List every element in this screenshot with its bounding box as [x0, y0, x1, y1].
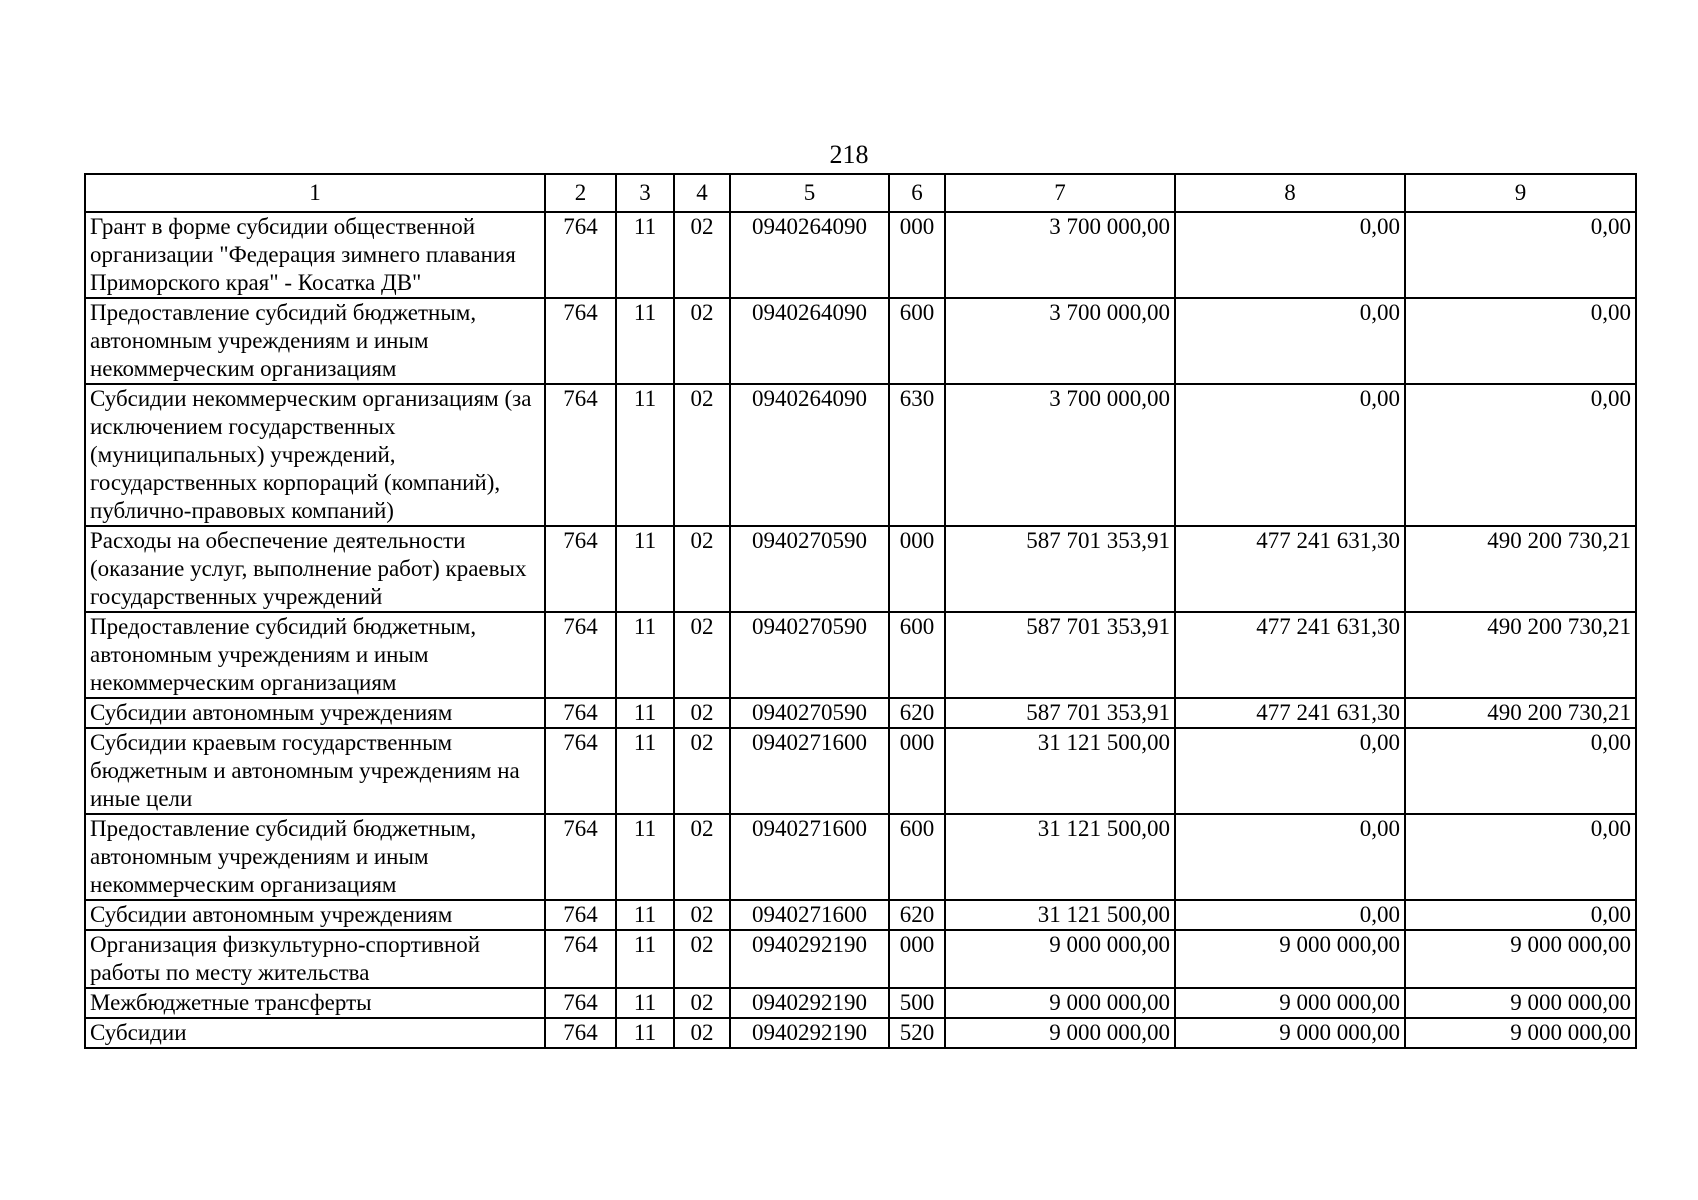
column-header: 7 [945, 174, 1175, 212]
row-target-article-cell: 0940271600 [730, 814, 889, 900]
row-amount-cell: 0,00 [1405, 298, 1636, 384]
column-header: 8 [1175, 174, 1405, 212]
row-amount-cell: 3 700 000,00 [945, 298, 1175, 384]
table-row [85, 298, 1636, 384]
row-section-cell: 11 [616, 988, 674, 1018]
row-amount-cell: 0,00 [1175, 384, 1405, 526]
table-row [85, 612, 1636, 698]
row-amount-cell: 31 121 500,00 [945, 728, 1175, 814]
row-section-cell: 11 [616, 526, 674, 612]
row-amount-cell: 477 241 631,30 [1175, 698, 1405, 728]
table-row [85, 526, 1636, 612]
row-code-cell: 764 [545, 298, 616, 384]
row-amount-cell: 0,00 [1175, 814, 1405, 900]
row-amount-cell: 3 700 000,00 [945, 384, 1175, 526]
row-subsection-cell: 02 [674, 1018, 730, 1048]
row-amount-cell: 477 241 631,30 [1175, 612, 1405, 698]
row-code-cell: 764 [545, 1018, 616, 1048]
row-code-cell: 764 [545, 728, 616, 814]
row-subsection-cell: 02 [674, 526, 730, 612]
row-subsection-cell: 02 [674, 384, 730, 526]
row-name-cell: Межбюджетные трансферты [85, 988, 545, 1018]
row-name-cell: Субсидии некоммерческим организациям (за исключением государственных (муниципальных) учреждений, государственных корпораций (компаний), публично-правовых компаний) [85, 384, 545, 526]
row-section-cell: 11 [616, 698, 674, 728]
row-expense-type-cell: 620 [889, 900, 945, 930]
row-code-cell: 764 [545, 526, 616, 612]
row-code-cell: 764 [545, 384, 616, 526]
row-code-cell: 764 [545, 612, 616, 698]
row-amount-cell: 31 121 500,00 [945, 900, 1175, 930]
row-name-cell: Предоставление субсидий бюджетным, автономным учреждениям и иным некоммерческим организациям [85, 298, 545, 384]
row-amount-cell: 9 000 000,00 [1405, 1018, 1636, 1048]
row-subsection-cell: 02 [674, 612, 730, 698]
row-target-article-cell: 0940264090 [730, 384, 889, 526]
row-amount-cell: 9 000 000,00 [1405, 930, 1636, 988]
row-amount-cell: 3 700 000,00 [945, 212, 1175, 298]
row-section-cell: 11 [616, 814, 674, 900]
column-header: 2 [545, 174, 616, 212]
row-subsection-cell: 02 [674, 698, 730, 728]
page-number: 218 [829, 140, 869, 169]
row-code-cell: 764 [545, 900, 616, 930]
row-name-cell: Субсидии автономным учреждениям [85, 698, 545, 728]
row-expense-type-cell: 000 [889, 728, 945, 814]
row-section-cell: 11 [616, 212, 674, 298]
row-name-cell: Организация физкультурно-спортивной работы по месту жительства [85, 930, 545, 988]
row-expense-type-cell: 500 [889, 988, 945, 1018]
row-target-article-cell: 0940292190 [730, 1018, 889, 1048]
table-row [85, 900, 1636, 930]
row-amount-cell: 0,00 [1405, 212, 1636, 298]
row-name-cell: Предоставление субсидий бюджетным, автономным учреждениям и иным некоммерческим организациям [85, 814, 545, 900]
row-amount-cell: 0,00 [1175, 900, 1405, 930]
table-row [85, 1018, 1636, 1048]
row-target-article-cell: 0940270590 [730, 698, 889, 728]
row-amount-cell: 0,00 [1405, 384, 1636, 526]
row-subsection-cell: 02 [674, 900, 730, 930]
row-name-cell: Субсидии [85, 1018, 545, 1048]
row-section-cell: 11 [616, 612, 674, 698]
row-subsection-cell: 02 [674, 298, 730, 384]
row-amount-cell: 477 241 631,30 [1175, 526, 1405, 612]
row-expense-type-cell: 600 [889, 814, 945, 900]
row-amount-cell: 490 200 730,21 [1405, 612, 1636, 698]
row-target-article-cell: 0940264090 [730, 298, 889, 384]
budget-table [84, 173, 1637, 1049]
column-header: 5 [730, 174, 889, 212]
table-row [85, 728, 1636, 814]
row-subsection-cell: 02 [674, 728, 730, 814]
row-expense-type-cell: 520 [889, 1018, 945, 1048]
row-subsection-cell: 02 [674, 988, 730, 1018]
row-amount-cell: 587 701 353,91 [945, 698, 1175, 728]
row-amount-cell: 587 701 353,91 [945, 526, 1175, 612]
row-amount-cell: 0,00 [1405, 728, 1636, 814]
row-subsection-cell: 02 [674, 930, 730, 988]
row-section-cell: 11 [616, 384, 674, 526]
row-code-cell: 764 [545, 988, 616, 1018]
row-subsection-cell: 02 [674, 814, 730, 900]
column-header: 4 [674, 174, 730, 212]
table-body [85, 212, 1636, 1048]
row-section-cell: 11 [616, 728, 674, 814]
row-amount-cell: 0,00 [1175, 728, 1405, 814]
row-section-cell: 11 [616, 930, 674, 988]
column-header: 9 [1405, 174, 1636, 212]
row-name-cell: Расходы на обеспечение деятельности (оказание услуг, выполнение работ) краевых государственных учреждений [85, 526, 545, 612]
row-amount-cell: 9 000 000,00 [1405, 988, 1636, 1018]
row-subsection-cell: 02 [674, 212, 730, 298]
row-amount-cell: 0,00 [1175, 298, 1405, 384]
row-amount-cell: 9 000 000,00 [945, 930, 1175, 988]
row-target-article-cell: 0940271600 [730, 728, 889, 814]
row-target-article-cell: 0940264090 [730, 212, 889, 298]
row-expense-type-cell: 000 [889, 526, 945, 612]
row-expense-type-cell: 600 [889, 612, 945, 698]
row-amount-cell: 0,00 [1175, 212, 1405, 298]
row-amount-cell: 490 200 730,21 [1405, 698, 1636, 728]
row-name-cell: Субсидии краевым государственным бюджетным и автономным учреждениям на иные цели [85, 728, 545, 814]
row-amount-cell: 490 200 730,21 [1405, 526, 1636, 612]
row-target-article-cell: 0940270590 [730, 612, 889, 698]
column-header: 3 [616, 174, 674, 212]
row-name-cell: Грант в форме субсидии общественной организации "Федерация зимнего плавания Приморского края" - Косатка ДВ" [85, 212, 545, 298]
row-amount-cell: 0,00 [1405, 814, 1636, 900]
table-row [85, 212, 1636, 298]
row-amount-cell: 31 121 500,00 [945, 814, 1175, 900]
row-expense-type-cell: 630 [889, 384, 945, 526]
column-header: 6 [889, 174, 945, 212]
row-amount-cell: 9 000 000,00 [1175, 988, 1405, 1018]
table-row [85, 384, 1636, 526]
header-row [85, 174, 1636, 212]
column-header: 1 [85, 174, 545, 212]
row-section-cell: 11 [616, 1018, 674, 1048]
table-row [85, 698, 1636, 728]
row-expense-type-cell: 000 [889, 930, 945, 988]
row-amount-cell: 9 000 000,00 [945, 1018, 1175, 1048]
row-name-cell: Субсидии автономным учреждениям [85, 900, 545, 930]
row-amount-cell: 9 000 000,00 [1175, 930, 1405, 988]
row-amount-cell: 9 000 000,00 [1175, 1018, 1405, 1048]
row-amount-cell: 0,00 [1405, 900, 1636, 930]
row-amount-cell: 9 000 000,00 [945, 988, 1175, 1018]
row-code-cell: 764 [545, 698, 616, 728]
row-target-article-cell: 0940292190 [730, 930, 889, 988]
row-target-article-cell: 0940271600 [730, 900, 889, 930]
row-section-cell: 11 [616, 900, 674, 930]
table-row [85, 988, 1636, 1018]
row-section-cell: 11 [616, 298, 674, 384]
row-expense-type-cell: 620 [889, 698, 945, 728]
row-target-article-cell: 0940292190 [730, 988, 889, 1018]
row-expense-type-cell: 000 [889, 212, 945, 298]
row-expense-type-cell: 600 [889, 298, 945, 384]
row-amount-cell: 587 701 353,91 [945, 612, 1175, 698]
table-row [85, 814, 1636, 900]
row-code-cell: 764 [545, 814, 616, 900]
row-code-cell: 764 [545, 930, 616, 988]
table-row [85, 930, 1636, 988]
row-target-article-cell: 0940270590 [730, 526, 889, 612]
row-name-cell: Предоставление субсидий бюджетным, автономным учреждениям и иным некоммерческим организациям [85, 612, 545, 698]
row-code-cell: 764 [545, 212, 616, 298]
